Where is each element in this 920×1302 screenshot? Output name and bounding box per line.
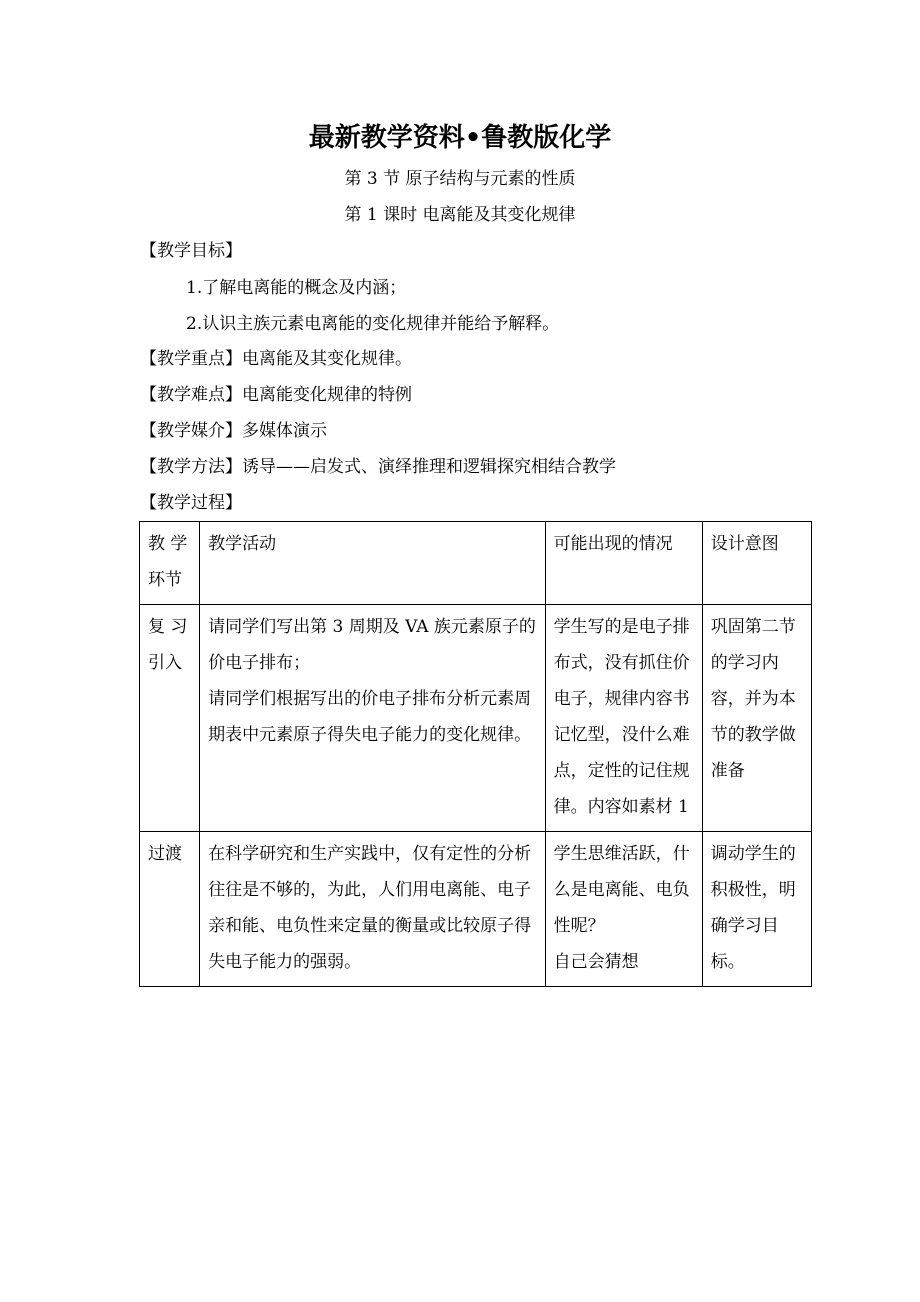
media-line bbox=[140, 419, 327, 443]
key-point-label: 【教学重点】 bbox=[140, 349, 242, 369]
process-label: 【教学过程】 bbox=[140, 493, 242, 513]
row-situation: 学生思维活跃，什么是电离能、电负性呢？ 自己会猜想 bbox=[545, 832, 702, 987]
objectives-label: 【教学目标】 bbox=[140, 241, 242, 261]
header-intent: 设计意图 bbox=[702, 522, 811, 605]
row-intent: 巩固第二节的学习内容，并为本节的教学做准备 bbox=[702, 605, 811, 832]
difficulty-line bbox=[140, 383, 412, 407]
method-line bbox=[140, 455, 616, 479]
objective-item-2: 2.认识主族元素电离能的变化规律并能给予解释。 bbox=[186, 314, 560, 334]
lesson-heading: 第 1 课时 电离能及其变化规律 bbox=[344, 205, 576, 225]
row-situation: 学生写的是电子排布式，没有抓住价电子，规律内容书记忆型，没什么难点，定性的记住规律。内容如素材 1 bbox=[545, 605, 702, 832]
key-point-line bbox=[140, 347, 412, 371]
row-step: 复 习 引入 bbox=[140, 605, 200, 832]
row-activity: 请同学们写出第 3 周期及 VA 族元素原子的价电子排布； 请同学们根据写出的价电子排布分析元素周期表中元素原子得失电子能力的变化规律。 bbox=[200, 605, 546, 832]
media-label: 【教学媒介】 bbox=[140, 421, 242, 441]
media-text: 多媒体演示 bbox=[242, 421, 327, 441]
header-activity: 教学活动 bbox=[200, 522, 546, 605]
teaching-process-table bbox=[139, 521, 812, 987]
table-header-row bbox=[140, 522, 812, 605]
key-point-text: 电离能及其变化规律。 bbox=[242, 349, 412, 369]
method-text: 诱导——启发式、演绎推理和逻辑探究相结合教学 bbox=[242, 457, 616, 477]
table-row bbox=[140, 832, 812, 987]
difficulty-text: 电离能变化规律的特例 bbox=[242, 385, 412, 405]
document-title: 最新教学资料•鲁教版化学 bbox=[308, 123, 612, 153]
section-heading: 第 3 节 原子结构与元素的性质 bbox=[344, 169, 576, 189]
header-situation: 可能出现的情况 bbox=[545, 522, 702, 605]
objective-item-1: 1.了解电离能的概念及内涵； bbox=[186, 278, 407, 298]
row-step: 过渡 bbox=[140, 832, 200, 987]
difficulty-label: 【教学难点】 bbox=[140, 385, 242, 405]
table-row bbox=[140, 605, 812, 832]
method-label: 【教学方法】 bbox=[140, 457, 242, 477]
row-activity: 在科学研究和生产实践中，仅有定性的分析往往是不够的，为此，人们用电离能、电子亲和能、电负性来定量的衡量或比较原子得失电子能力的强弱。 bbox=[200, 832, 546, 987]
header-step: 教 学 环节 bbox=[140, 522, 200, 605]
row-intent: 调动学生的积极性，明确学习目标。 bbox=[702, 832, 811, 987]
